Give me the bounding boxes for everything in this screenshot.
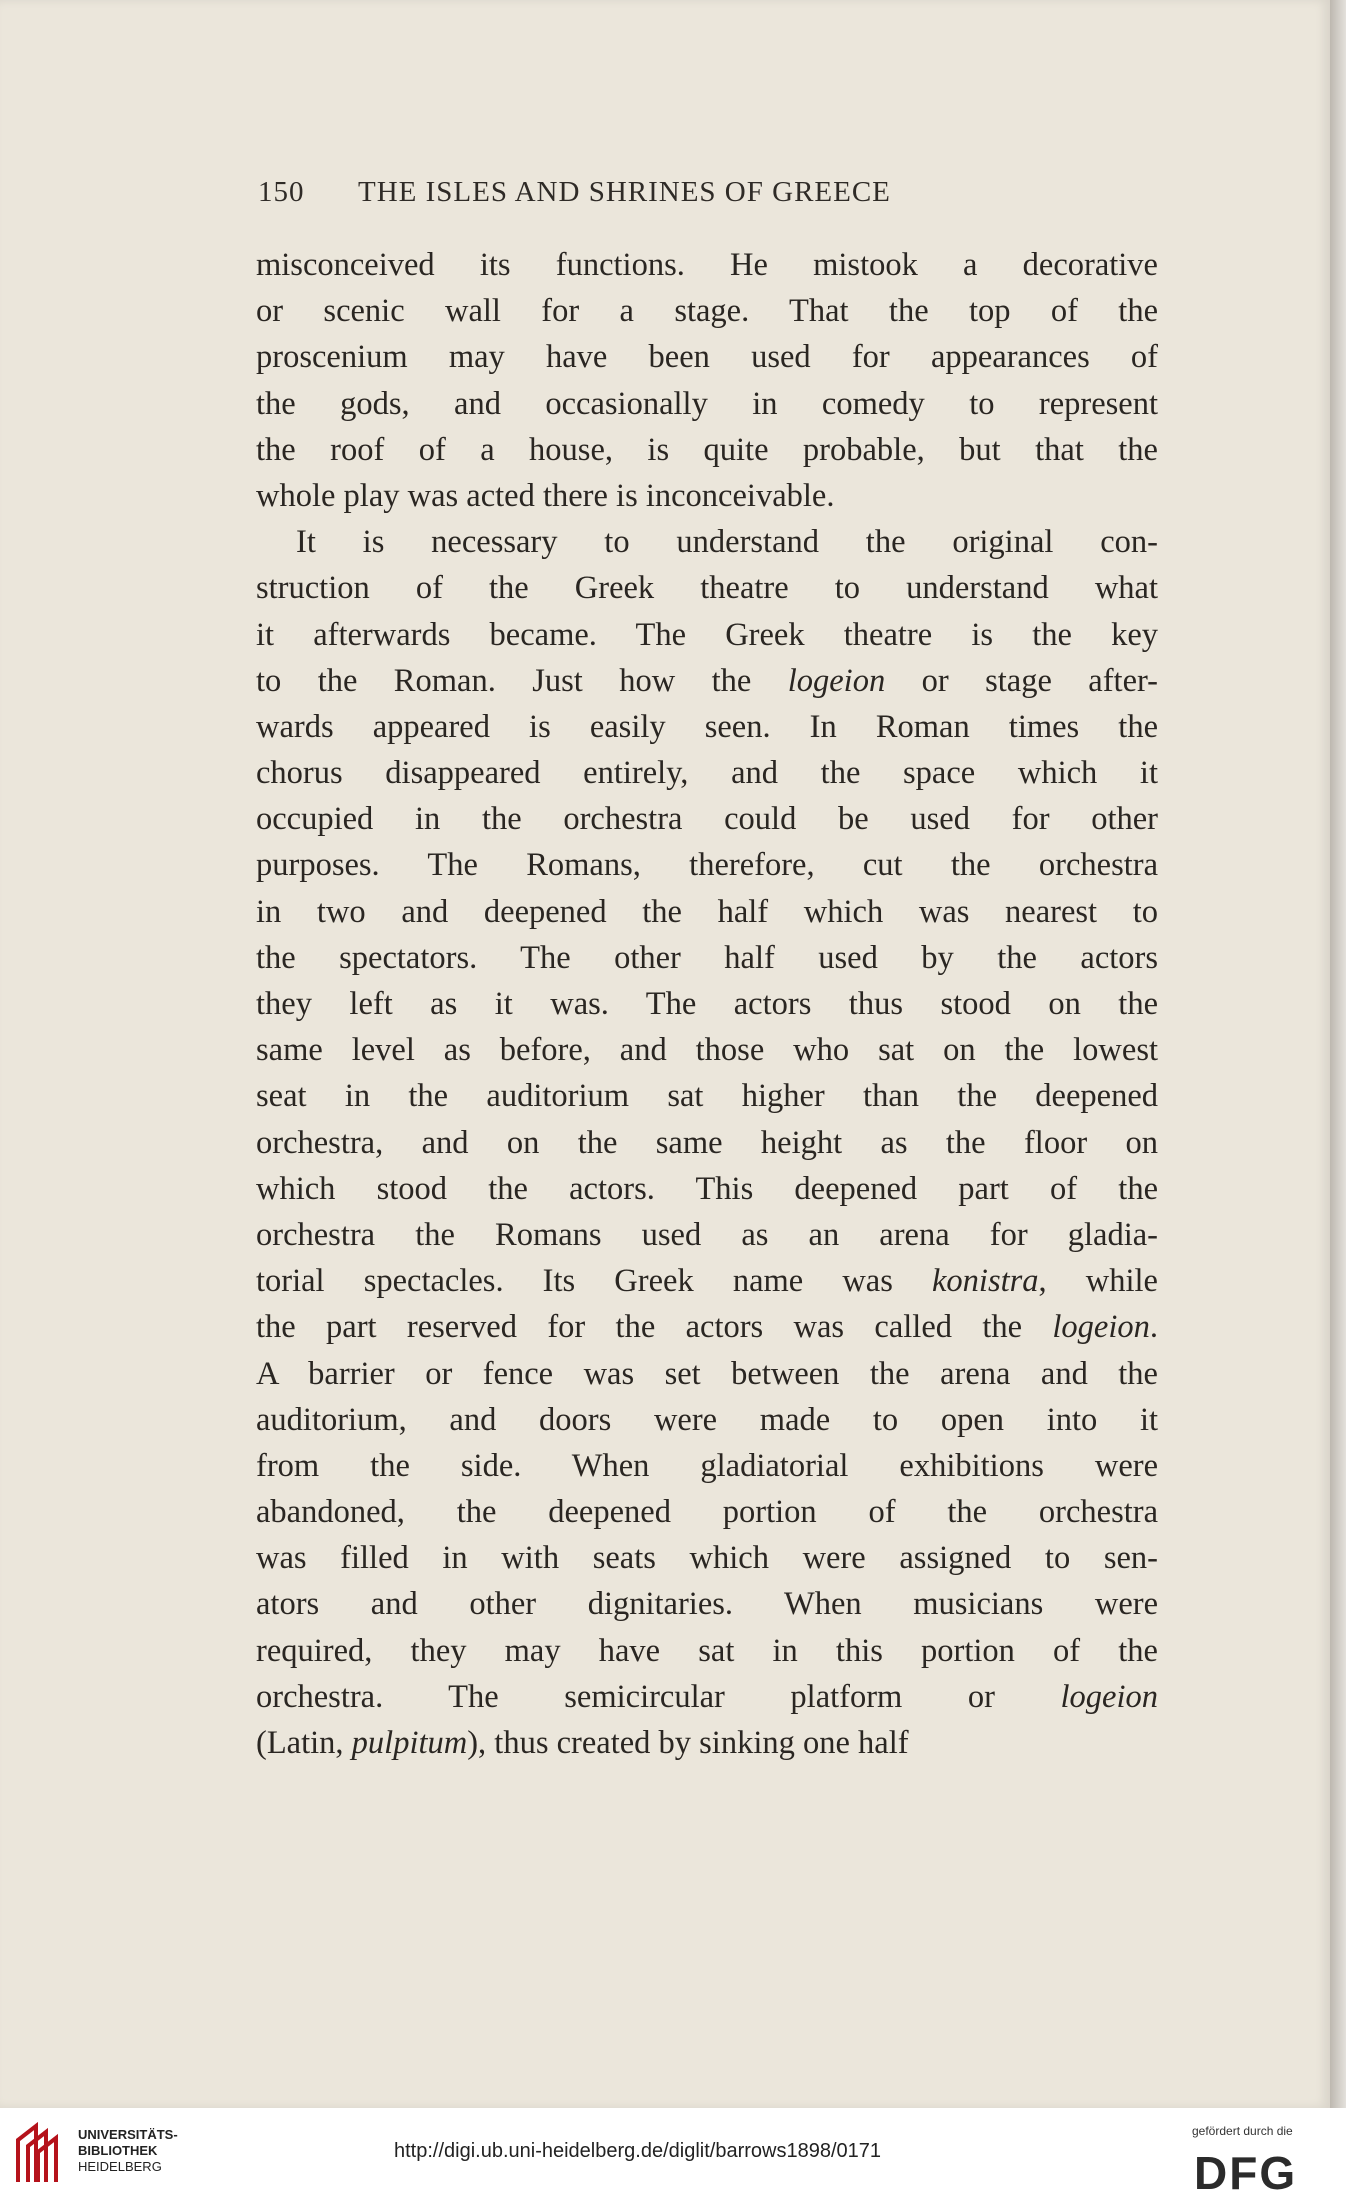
italic-term: logeion (787, 662, 886, 699)
text-line (256, 1628, 1158, 1674)
text-line (256, 1720, 1158, 1766)
text-segment: torial spectacles. Its Greek name was (256, 1263, 932, 1300)
text-segment: whole play was acted there is inconceivable. (256, 477, 835, 514)
text-segment: (Latin, (256, 1725, 352, 1761)
text-line (256, 242, 1158, 288)
text-line (256, 1212, 1158, 1258)
text-line (256, 288, 1158, 334)
text-line (256, 1489, 1158, 1535)
text-segment: in two and deepened the half which was nearest to (256, 893, 1158, 930)
library-name-line2: BIBLIOTHEK (78, 2143, 158, 2158)
text-segment: wards appeared is easily seen. In Roman times the (256, 708, 1158, 745)
page-number: 150 (258, 176, 305, 208)
text-segment: . (1149, 1309, 1158, 1346)
text-line (256, 889, 1158, 935)
text-segment: orchestra. The semicircular platform or (256, 1678, 1061, 1715)
text-segment: , while (1038, 1263, 1158, 1300)
text-segment: misconceived its functions. He mistook a decorative (256, 247, 1158, 283)
text-line (256, 1304, 1158, 1350)
text-segment: occupied in the orchestra could be used for other (256, 801, 1158, 838)
text-line (256, 334, 1158, 380)
text-line (256, 565, 1158, 611)
text-segment: A barrier or fence was set between the arena and the (256, 1355, 1158, 1392)
text-segment: abandoned, the deepened portion of the orchestra (256, 1494, 1158, 1531)
text-segment: It is necessary to understand the original con- (296, 524, 1158, 561)
text-segment: purposes. The Romans, therefore, cut the orchestra (256, 847, 1158, 884)
italic-term: pulpitum (351, 1725, 468, 1761)
text-segment: proscenium may have been used for appearances of (256, 339, 1158, 376)
text-segment: the part reserved for the actors was called the (256, 1309, 1053, 1346)
text-line (256, 1120, 1158, 1166)
text-line (256, 842, 1158, 888)
text-segment: was filled in with seats which were assigned to sen- (256, 1540, 1158, 1577)
text-segment: orchestra, and on the same height as the floor on (256, 1124, 1158, 1161)
library-logo-icon (14, 2122, 68, 2184)
text-line (256, 1674, 1158, 1720)
text-segment: the gods, and occasionally in comedy to represent (256, 385, 1158, 422)
text-segment: or scenic wall for a stage. That the top of the (256, 293, 1158, 330)
text-segment: orchestra the Romans used as an arena for gladia- (256, 1216, 1158, 1253)
text-segment: seat in the auditorium sat higher than the deepened (256, 1078, 1158, 1115)
text-line (256, 1166, 1158, 1212)
text-line (256, 981, 1158, 1027)
text-line (256, 1443, 1158, 1489)
text-line (256, 658, 1158, 704)
text-segment: the roof of a house, is quite probable, but that the (256, 431, 1158, 468)
text-line (256, 612, 1158, 658)
text-line (256, 1073, 1158, 1119)
text-segment: ), thus created by sinking one half (467, 1725, 909, 1761)
page-edge (1330, 0, 1346, 2108)
text-segment: the spectators. The other half used by the actors (256, 939, 1158, 976)
text-segment: chorus disappeared entirely, and the space which it (256, 755, 1158, 792)
funding-note: gefördert durch die (1192, 2124, 1293, 2138)
text-line (256, 1581, 1158, 1627)
text-line (256, 519, 1158, 565)
running-title: THE ISLES AND SHRINES OF GREECE (358, 176, 891, 208)
text-line (256, 1351, 1158, 1397)
text-line (256, 1258, 1158, 1304)
text-segment: auditorium, and doors were made to open into it (256, 1401, 1158, 1438)
library-name (78, 2127, 178, 2175)
dfg-logo: DFG (1194, 2147, 1298, 2199)
text-segment: from the side. When gladiatorial exhibitions were (256, 1447, 1158, 1484)
text-line (256, 750, 1158, 796)
text-segment: required, they may have sat in this portion of the (256, 1632, 1158, 1669)
library-name-line3: HEIDELBERG (78, 2159, 162, 2174)
text-segment: ators and other dignitaries. When musicians were (256, 1586, 1158, 1623)
text-line (256, 1027, 1158, 1073)
body-text (256, 242, 1158, 1766)
text-segment: which stood the actors. This deepened part of the (256, 1170, 1158, 1207)
italic-term: konistra (932, 1263, 1039, 1300)
text-line (256, 1397, 1158, 1443)
text-line (256, 1535, 1158, 1581)
text-segment: it afterwards became. The Greek theatre is the key (256, 616, 1158, 653)
text-segment: or stage after- (885, 662, 1158, 699)
library-name-line1: UNIVERSITÄTS- (78, 2127, 178, 2142)
text-segment: to the Roman. Just how the (256, 662, 788, 699)
text-line (256, 796, 1158, 842)
italic-term: logeion (1060, 1678, 1158, 1715)
italic-term: logeion (1052, 1309, 1150, 1346)
text-segment: struction of the Greek theatre to understand what (256, 570, 1158, 607)
source-url-link[interactable]: http://digi.ub.uni-heidelberg.de/diglit/barrows1898/0171 (394, 2140, 882, 2162)
text-line (256, 427, 1158, 473)
running-head (258, 176, 1158, 209)
text-segment: they left as it was. The actors thus stood on the (256, 986, 1158, 1022)
text-line (256, 381, 1158, 427)
text-line (256, 935, 1158, 981)
text-line (256, 704, 1158, 750)
text-segment: same level as before, and those who sat on the lowest (256, 1032, 1158, 1069)
text-line (256, 473, 1158, 519)
